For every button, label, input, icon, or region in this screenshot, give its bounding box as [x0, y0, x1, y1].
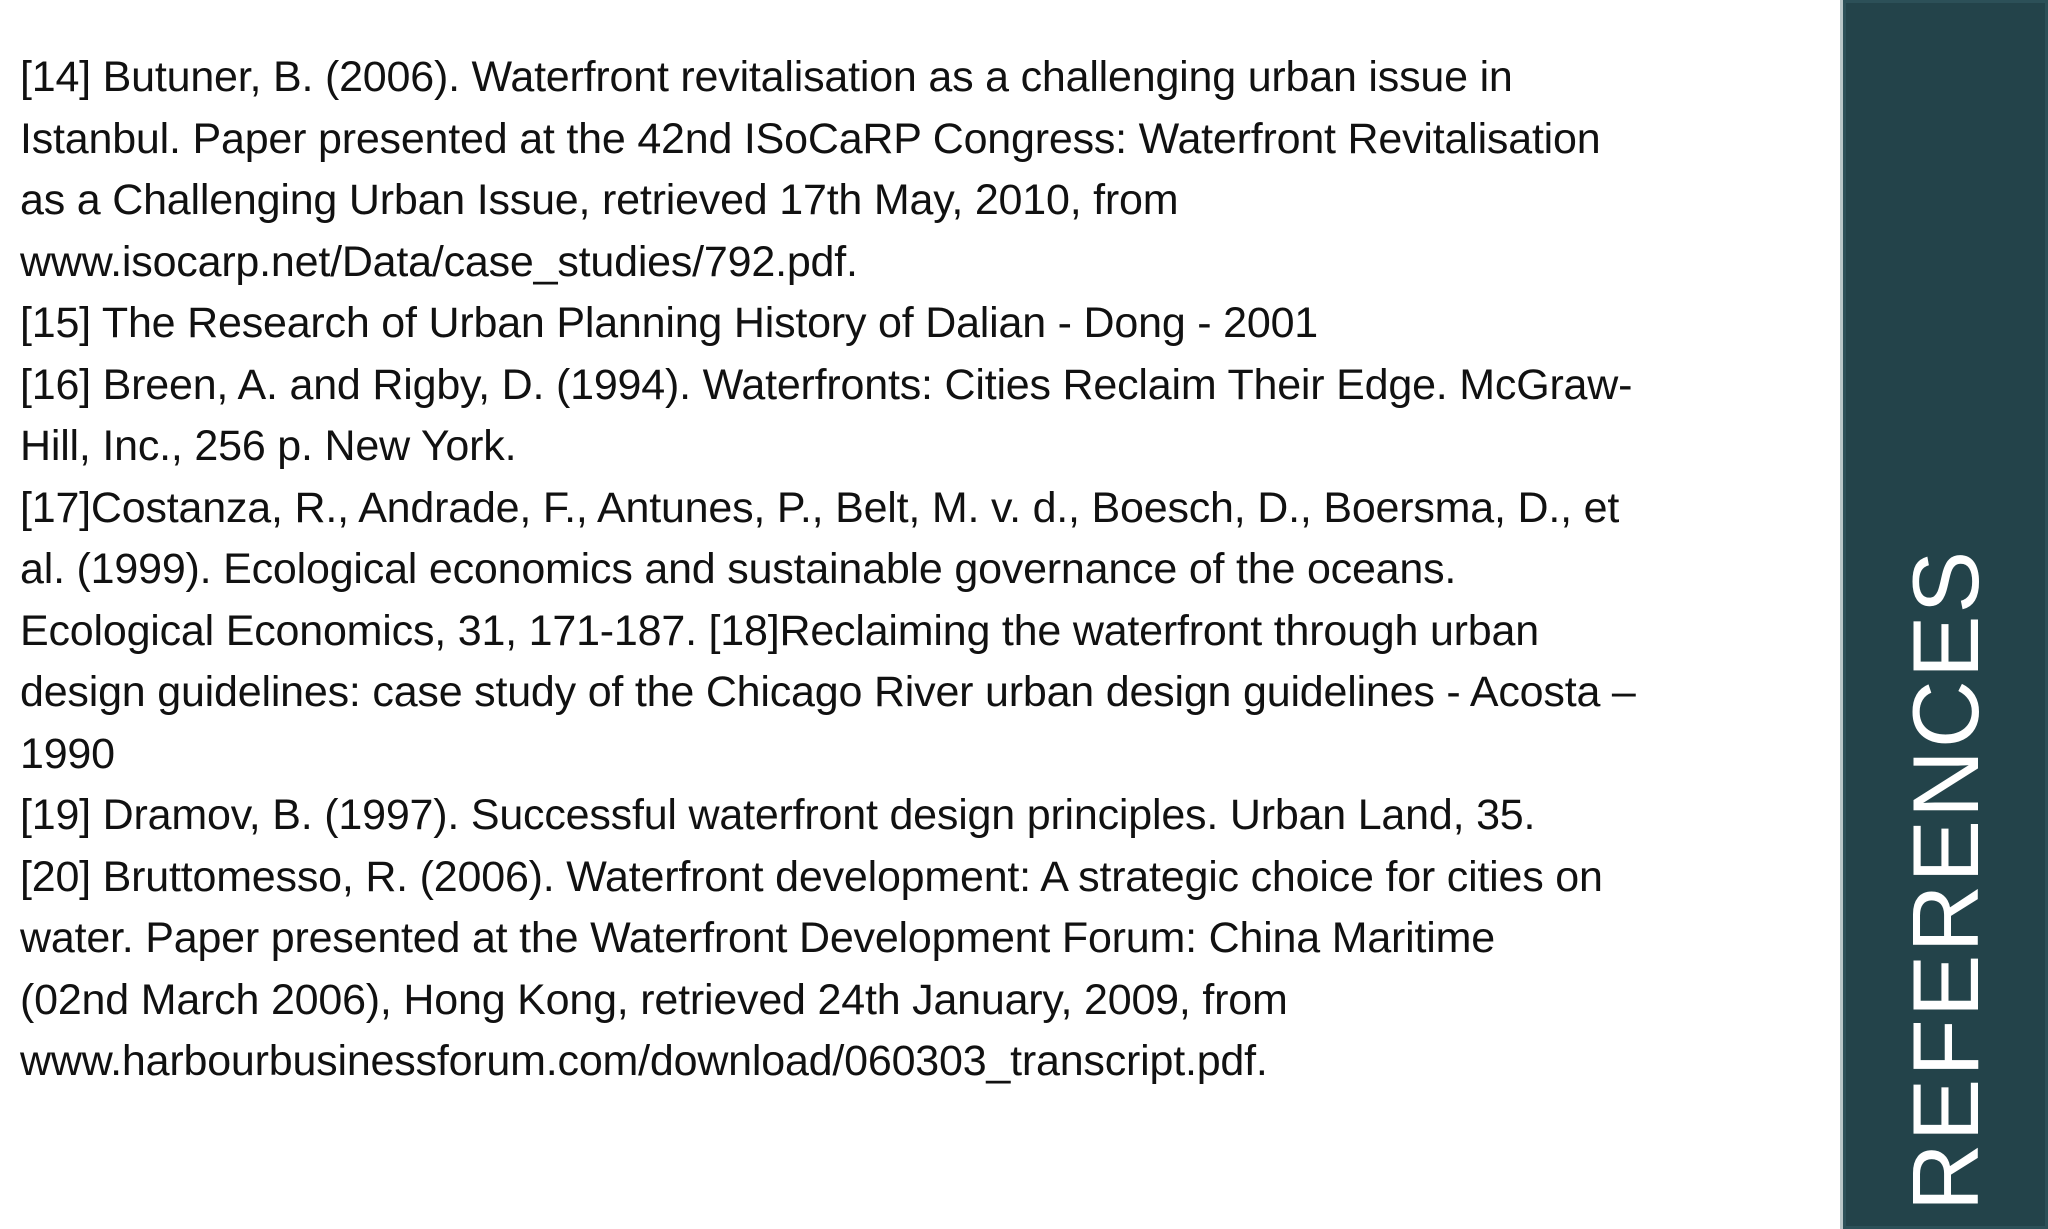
reference-line: design guidelines: case study of the Chicago River urban design guidelines - Acosta – — [20, 668, 1636, 716]
reference-line: [15] The Research of Urban Planning History of Dalian - Dong - 2001 — [20, 299, 1319, 347]
reference-list — [20, 47, 1800, 1093]
reference-line: [19] Dramov, B. (1997). Successful waterfront design principles. Urban Land, 35. — [20, 791, 1536, 839]
sidebar-panel — [1840, 0, 2048, 1229]
reference-line: www.harbourbusinessforum.com/download/060303_transcript.pdf. — [20, 1037, 1268, 1085]
reference-line: Istanbul. Paper presented at the 42nd ISoCaRP Congress: Waterfront Revitalisation — [20, 114, 1601, 163]
reference-line: Ecological Economics, 31, 171-187. [18]Reclaiming the waterfront through urban — [20, 606, 1539, 655]
reference-line: 1990 — [20, 729, 115, 778]
reference-line: www.isocarp.net/Data/case_studies/792.pdf. — [20, 237, 858, 286]
reference-line: Hill, Inc., 256 p. New York. — [20, 422, 517, 470]
reference-line: as a Challenging Urban Issue, retrieved 17th May, 2010, from — [20, 176, 1179, 224]
reference-line: [16] Breen, A. and Rigby, D. (1994). Waterfronts: Cities Reclaim Their Edge. McGraw- — [20, 360, 1633, 409]
reference-line: al. (1999). Ecological economics and sustainable governance of the oceans. — [20, 545, 1457, 593]
reference-line: [17]Costanza, R., Andrade, F., Antunes, P., Belt, M. v. d., Boesch, D., Boersma, D., et — [20, 483, 1620, 532]
reference-line: (02nd March 2006), Hong Kong, retrieved 24th January, 2009, from — [20, 975, 1288, 1024]
reference-line: [14] Butuner, B. (2006). Waterfront revitalisation as a challenging urban issue in — [20, 53, 1513, 101]
reference-line: [20] Bruttomesso, R. (2006). Waterfront development: A strategic choice for cities on — [20, 852, 1603, 901]
reference-line: water. Paper presented at the Waterfront Development Forum: China Maritime — [20, 914, 1495, 962]
sidebar-title: REFERENCES — [1892, 548, 1998, 1212]
